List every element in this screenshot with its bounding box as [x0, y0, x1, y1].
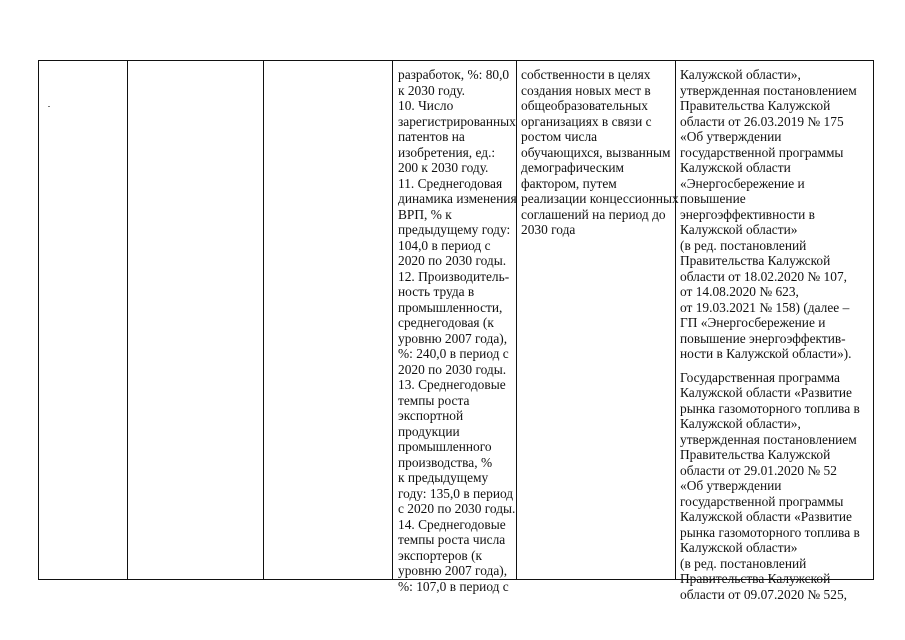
text-line: (в ред. постановлений — [680, 555, 807, 571]
text-line: реализации концессионных — [521, 191, 679, 206]
text-line: ВРП, % к — [398, 206, 452, 222]
text-line: Калужской области — [680, 160, 791, 175]
text-line: Калужской области», — [680, 67, 801, 82]
text-line: зарегистрированных — [398, 113, 516, 129]
text-line: экспортной — [398, 408, 464, 423]
text-line: Калужской области «Развитие — [680, 509, 852, 524]
text-line: 2030 года — [521, 222, 576, 237]
text-line: государственной программы — [680, 144, 844, 160]
text-line: фактором, путем — [521, 175, 617, 191]
text-line: 11. Среднегодовая — [398, 175, 503, 191]
text-line: среднегодовая (к — [398, 315, 494, 330]
text-line: «Об утверждении — [680, 478, 782, 493]
text-line: производства, % — [398, 454, 493, 470]
column-divider-1 — [127, 60, 128, 580]
text-line: 14. Среднегодовые — [398, 516, 506, 532]
text-line: области от 09.07.2020 № 525, — [680, 586, 847, 602]
table-cell-programs — [680, 67, 860, 602]
text-line: ростом числа — [521, 129, 598, 144]
text-line: году: 135,0 в период — [398, 485, 514, 501]
text-line: Государственная программа — [680, 369, 840, 385]
text-line: темпы роста числа — [398, 532, 506, 547]
text-line: создания новых мест в — [521, 82, 651, 98]
text-line: повышение — [680, 191, 746, 206]
scan-speck — [48, 106, 50, 107]
text-line: государственной программы — [680, 493, 844, 509]
text-line: (в ред. постановлений — [680, 237, 807, 253]
text-line: экспортеров (к — [398, 547, 483, 563]
text-line: от 19.03.2021 № 158) (далее – — [680, 299, 850, 315]
text-line: рынка газомоторного топлива в — [680, 400, 860, 416]
paragraph-gap — [680, 362, 860, 370]
text-line: динамика изменения — [398, 191, 517, 206]
text-line: Правительства Калужской — [680, 253, 831, 268]
text-line: рынка газомоторного топлива в — [680, 524, 860, 540]
text-line: собственности в целях — [521, 67, 651, 82]
text-line: к 2030 году. — [398, 82, 465, 98]
text-line: повышение энергоэффектив- — [680, 330, 846, 346]
text-line: ность труда в — [398, 284, 475, 299]
text-line: ности в Калужской области»). — [680, 346, 852, 361]
text-line: Калужской области» — [680, 222, 798, 237]
text-line: патентов на — [398, 129, 465, 144]
text-line: Правительства Калужской — [680, 98, 831, 113]
text-line: 2020 по 2030 годы. — [398, 253, 507, 268]
text-line: Правительства Калужской — [680, 447, 831, 462]
text-line: 200 к 2030 году. — [398, 160, 489, 175]
text-line: соглашений на период до — [521, 206, 666, 222]
text-line: демографическим — [521, 160, 624, 175]
column-divider-2 — [263, 60, 264, 580]
column-divider-3 — [392, 60, 393, 580]
text-line: Калужской области «Развитие — [680, 385, 852, 400]
text-line: 10. Число — [398, 98, 454, 113]
text-line: разработок, %: 80,0 — [398, 67, 510, 82]
table-cell-measures — [521, 67, 679, 238]
text-line: утвержденная постановлением — [680, 431, 857, 447]
text-line: к предыдущему — [398, 470, 489, 485]
text-line: 104,0 в период с — [398, 237, 491, 253]
text-line: уровню 2007 года), — [398, 563, 508, 578]
text-line: обучающихся, вызванным — [521, 144, 671, 160]
text-line: энергоэффективности в — [680, 206, 815, 222]
text-line: области от 18.02.2020 № 107, — [680, 268, 847, 284]
text-line: Калужской области», — [680, 416, 801, 431]
text-line: общеобразовательных — [521, 98, 649, 113]
text-line: «Энергосбережение и — [680, 175, 805, 191]
text-line: утвержденная постановлением — [680, 82, 857, 98]
text-line: от 14.08.2020 № 623, — [680, 284, 799, 299]
table-cell-indicators — [398, 67, 517, 594]
text-line: промышленности, — [398, 299, 503, 315]
text-line: %: 107,0 в период с — [398, 578, 509, 594]
text-line: промышленного — [398, 439, 492, 454]
text-line: с 2020 по 2030 годы. — [398, 501, 516, 516]
text-line: предыдущему году: — [398, 222, 511, 237]
text-line: 2020 по 2030 годы. — [398, 361, 507, 377]
text-line: продукции — [398, 423, 460, 439]
text-line: организациях в связи с — [521, 113, 652, 129]
text-line: Калужской области» — [680, 540, 798, 555]
text-line: «Об утверждении — [680, 129, 782, 144]
text-line: темпы роста — [398, 392, 470, 408]
text-line: 13. Среднегодовые — [398, 377, 506, 392]
text-line: 12. Производитель- — [398, 268, 510, 284]
text-line: области от 26.03.2019 № 175 — [680, 113, 844, 129]
text-line: области от 29.01.2020 № 52 — [680, 462, 837, 478]
text-line: ГП «Энергосбережение и — [680, 315, 826, 330]
text-line: Правительства Калужской — [680, 571, 831, 586]
text-line: изобретения, ед.: — [398, 144, 496, 160]
text-line: уровню 2007 года), — [398, 330, 508, 346]
text-line: %: 240,0 в период с — [398, 346, 509, 361]
